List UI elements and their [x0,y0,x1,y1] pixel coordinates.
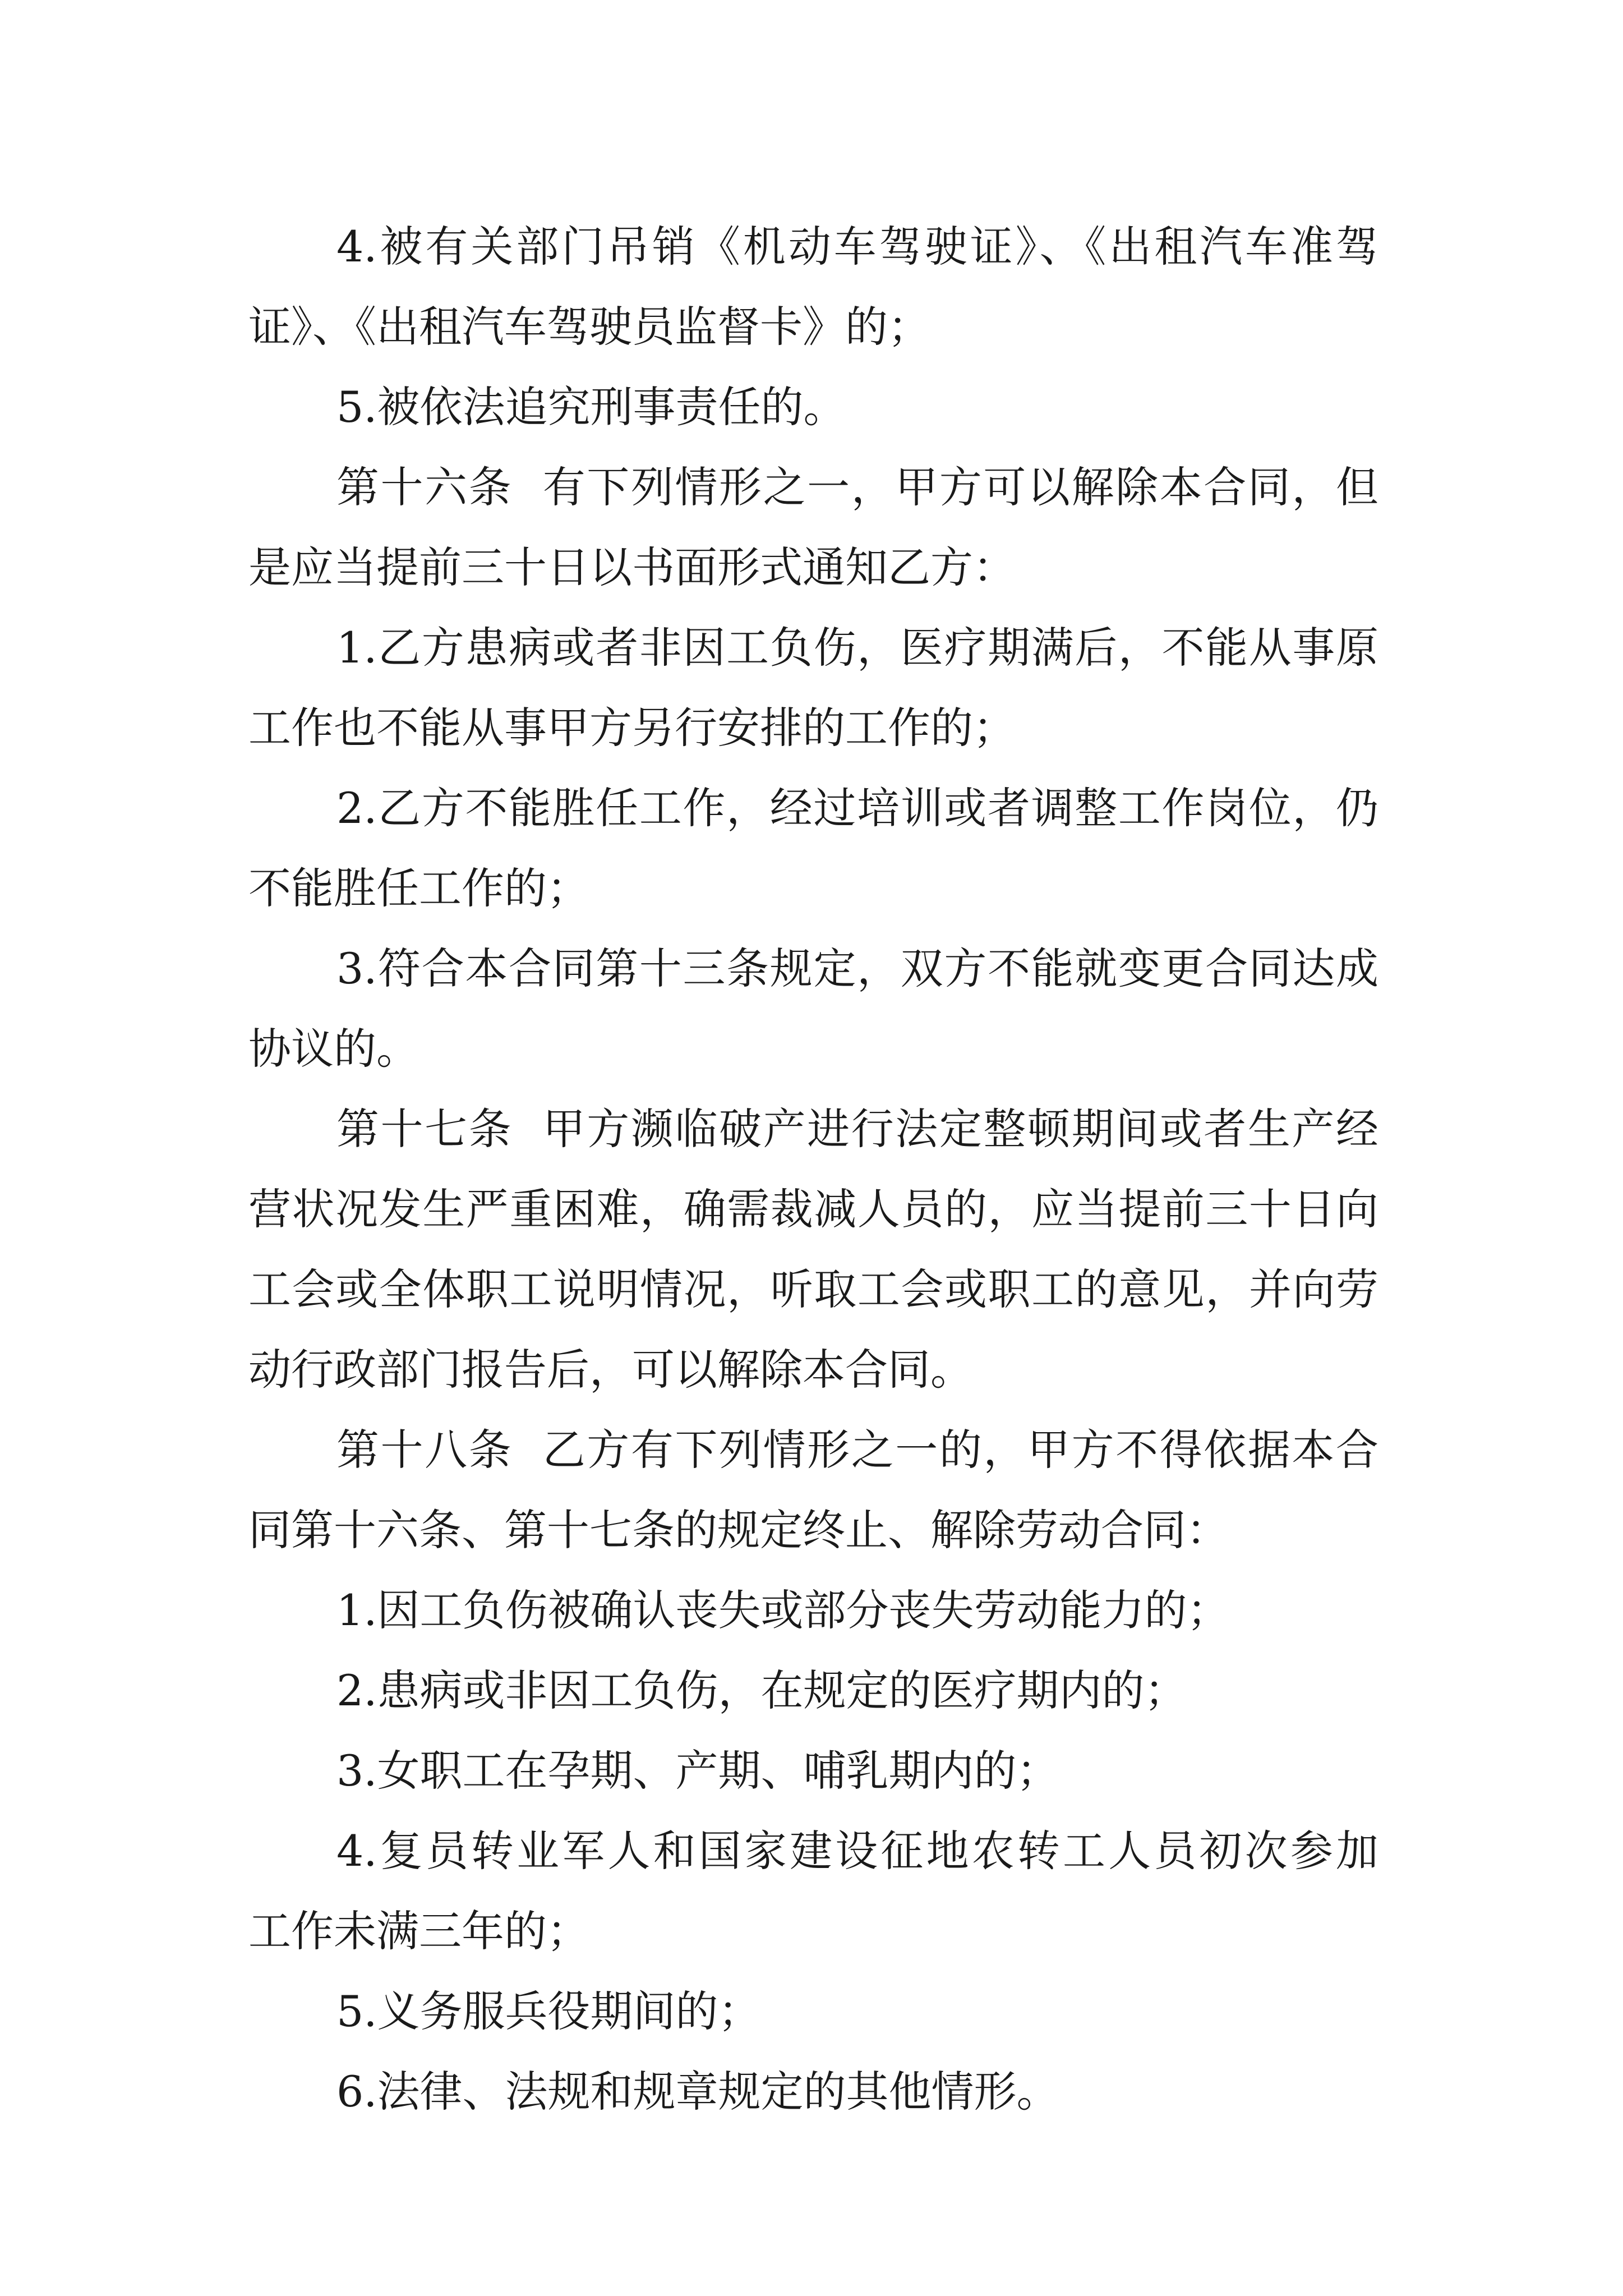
text-line: 协议的。 [248,1024,419,1074]
text-line: 2.乙方不能胜任工作，经过培训或者调整工作岗位，仍 [336,783,1378,833]
text-line: 5.被依法追究刑事责任的。 [336,382,846,432]
text-line: 工作也不能从事甲方另行安排的工作的； [248,703,1016,753]
text-line: 是应当提前三十日以书面形式通知乙方： [248,542,1016,592]
text-line: 4.复员转业军人和国家建设征地农转工人员初次参加 [336,1826,1378,1876]
text-line: 5.义务服兵役期间的； [336,1986,761,2036]
text-line: 3.女职工在孕期、产期、哺乳期内的； [336,1746,1059,1796]
text-line: 2.患病或非因工负伤，在规定的医疗期内的； [336,1665,1187,1715]
text-line: 工作未满三年的； [248,1906,589,1956]
text-line: 3.符合本合同第十三条规定，双方不能就变更合同达成 [336,944,1378,993]
text-line: 1.因工负伤被确认丧失或部分丧失劳动能力的； [336,1585,1230,1635]
text-line: 工会或全体职工说明情况，听取工会或职工的意见，并向劳 [248,1264,1378,1314]
text-line: 同第十六条、第十七条的规定终止、解除劳动合同： [248,1505,1229,1555]
text-line: 第十七条 甲方濒临破产进行法定整顿期间或者生产经 [336,1104,1378,1154]
text-line: 不能胜任工作的； [248,863,589,913]
text-line: 动行政部门报告后，可以解除本合同。 [248,1345,973,1395]
text-line: 6.法律、法规和规章规定的其他情形。 [336,2067,1059,2116]
text-line: 1.乙方患病或者非因工负伤，医疗期满后，不能从事原 [336,623,1378,673]
text-line: 第十六条 有下列情形之一，甲方可以解除本合同，但 [336,462,1378,512]
text-line: 证》、《出租汽车驾驶员监督卡》的； [248,302,930,352]
text-line: 4.被有关部门吊销《机动车驾驶证》、《出租汽车准驾 [336,222,1378,272]
text-line: 营状况发生严重困难，确需裁减人员的，应当提前三十日向 [248,1184,1378,1234]
text-line: 第十八条 乙方有下列情形之一的，甲方不得依据本合 [336,1425,1378,1475]
